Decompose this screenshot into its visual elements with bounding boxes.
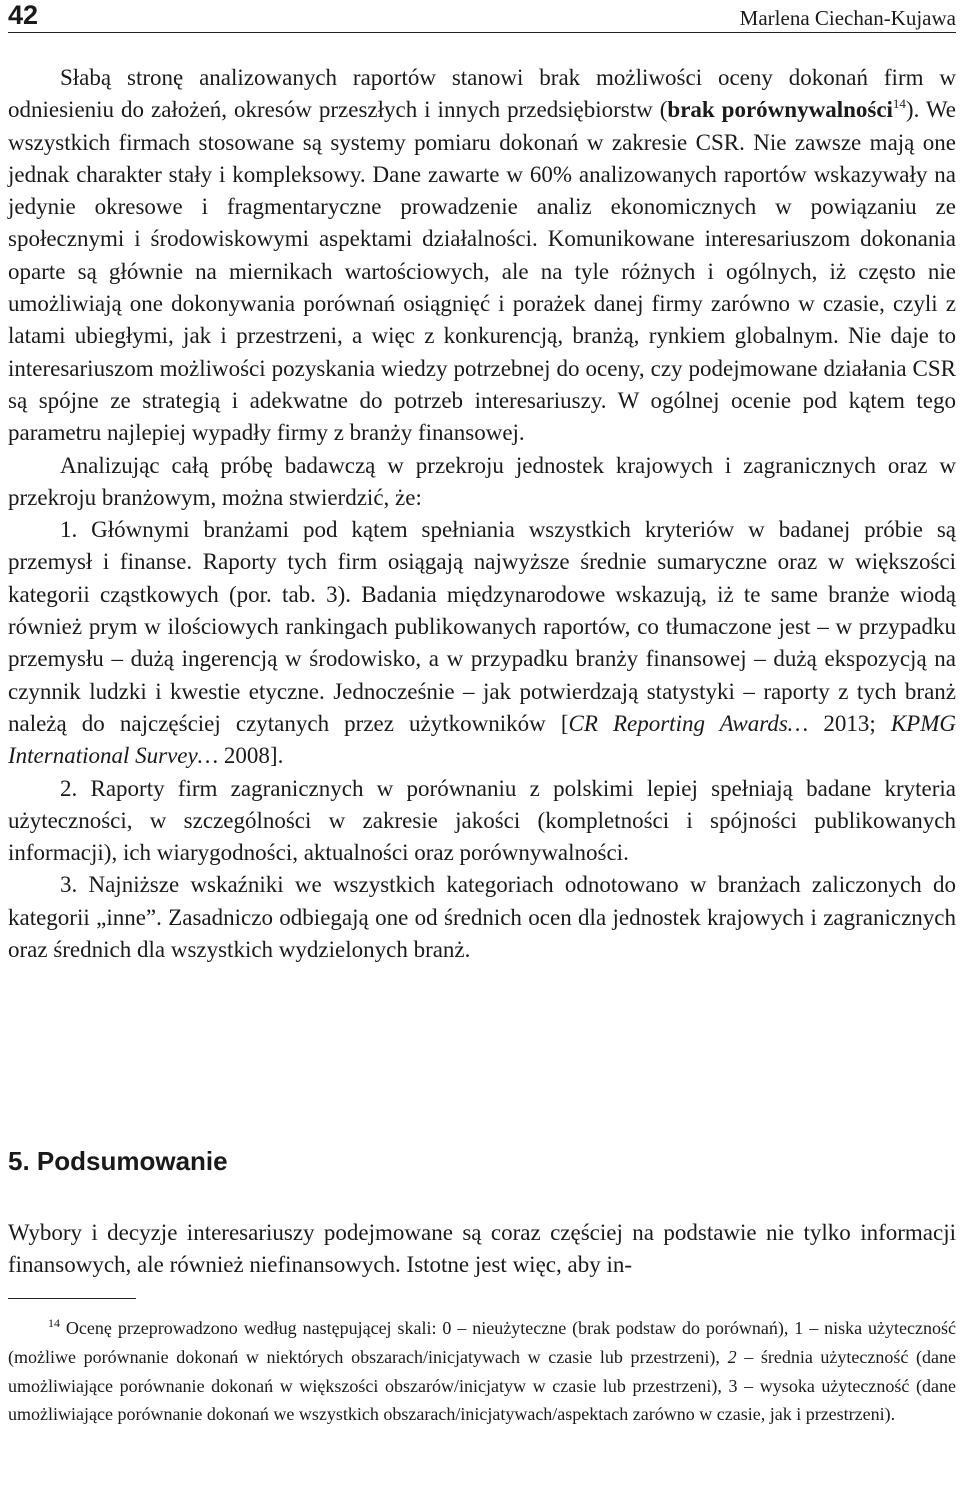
page-number: 42 [8,0,39,30]
item1-text-mid: 2013; [808,710,891,736]
footnote-text-end: – średnia użyteczność (dane umożliwiające porównanie dokonań w większości obszarów/inicjatyw w czasie lub przestrzeni), 3 – wysoka użyteczność (dane umożliwiające porównanie dokonań we wszystkich obszarach/inicjatywach/aspektach zarówno w czasie, jak i przestrzeni). [8,1346,956,1425]
list-item-3: 3. Najniższe wskaźniki we wszystkich kategoriach odnotowano w branżach zaliczonych do kategorii „inne”. Zasadniczo odbiegają one od średnich ocen dla jednostek krajowych i zagranicznych oraz średnich dla wszystkich wydzielonych branż. [8,872,956,963]
list-item-2: 2. Raporty firm zagranicznych w porównaniu z polskimi lepiej spełniają badane kryteria użyteczności, w szczególności w zakresie jakości (kompletności i spójności publikowanych informacji), ich wiarygodności, aktualności oraz porównywalności. [8,775,956,866]
running-head-author: Marlena Ciechan-Kujawa [739,6,956,30]
p1-text-start: Słabą stronę analizowanych raportów stanowi brak możliwości oceny dokonań firm w odniesieniu do założeń, okresów przeszłych i innych przedsiębiorstw ( [8,65,956,123]
item1-text-start: 1. Głównymi branżami pod kątem spełniania wszystkich kryteriów w badanej próbie są przemysł i finanse. Raporty tych firm osiągają najwyższe średnie sumaryczne oraz w większości kategorii cząstkowych (por. tab. 3). Badania międzynarodowe wskazują, iż te same branże wiodą również prym w ilościowych rankingach publikowanych raportów, co tłumaczone jest – w przypadku przemysłu – dużą ingerencją w środowisko, a w przypadku branży finansowej – dużą ekspozycją na czynnik ludzki i kwestie etyczne. Jednocześnie – jak potwierdzają statystyki – raporty z tych branż należą do najczęściej czytanych przez użytkowników [ [8,517,956,736]
footnote-italic-value: 2 [727,1346,737,1367]
footnote-number: 14 [48,1316,60,1330]
list-item-1 [8,514,956,772]
paragraph-2: Analizując całą próbę badawczą w przekroju jednostek krajowych i zagranicznych oraz w przekroju branżowym, można stwierdzić, że: [8,452,956,510]
paragraph-1 [8,62,956,450]
p1-text-end: ). We wszystkich firmach stosowane są systemy pomiaru dokonań w zakresie CSR. Nie zawsze mają one jednak charakter stały i kompleksowy. Dane zawarte w 60% analizowanych raportów wskazywały na jedynie okresowe i fragmentaryczne prowadzenie analiz ekonomicznych w powiązaniu ze społecznymi i środowiskowymi aspektami działalności. Komunikowane interesariuszom dokonania oparte są głównie na miernikach wartościowych, ale na tyle różnych i ogólnych, iż często nie umożliwiają one dokonywania porównań osiągnięć i porażek danej firmy zarówno w czasie, czyli z latami ubiegłymi, jak i przestrzeni, a więc z konkurencją, branżą, rynkiem globalnym. Nie daje to interesariuszom możliwości pozyskania wiedzy potrzebnej do oceny, czy podejmowane działania CSR są spójne ze strategią i adekwatne do potrzeb interesariuszy. W ogólnej ocenie pod kątem tego parametru najlepiej wypadły firmy z branży finansowej. [8,97,956,446]
section-heading: 5. Podsumowanie [8,1146,228,1176]
section-text [8,1217,956,1282]
footnote-text-start: Ocenę przeprowadzono według następującej skali: 0 – nieużyteczne (brak podstaw do porównań), 1 – niska użyteczność (możliwe porównanie dokonań w niektórych obszarach/inicjatywach w czasie lub przestrzeni), [8,1318,956,1367]
item1-text-end: 2008]. [218,743,284,769]
running-header [8,2,956,33]
footnote-ref-14[interactable]: 14 [892,96,906,112]
footnote-separator [8,1298,136,1299]
body-text [8,62,956,966]
citation-kpmg: KPMG International Survey… [8,710,956,769]
footnote-14 [8,1314,956,1429]
section-paragraph: Wybory i decyzje interesariuszy podejmowane są coraz częściej na podstawie nie tylko informacji finansowych, ale również niefinansowych. Istotne jest więc, aby in- [8,1220,956,1278]
citation-cr-reporting: CR Reporting Awards… [568,710,809,736]
p1-bold-term: brak porównywalności [667,97,893,123]
